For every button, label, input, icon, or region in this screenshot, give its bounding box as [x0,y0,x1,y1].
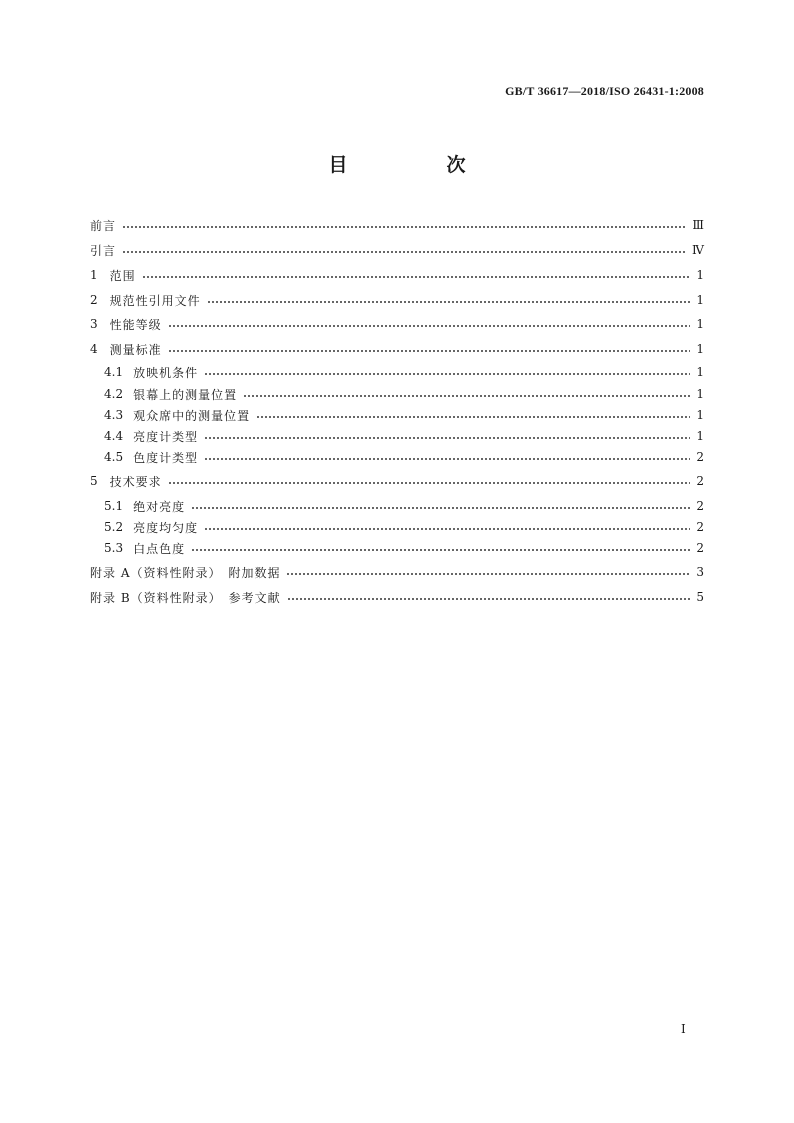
toc-entry-label: 亮度均匀度 [133,520,199,535]
toc-entry-number: 4.2 [104,387,124,401]
toc-entry-label: 性能等级 [109,317,162,332]
toc-entry-page: 2 [696,541,704,555]
toc-entry-label: 前言 [90,218,117,233]
toc-entry-label: 色度计类型 [133,450,199,465]
toc-entry-page: 2 [696,450,704,464]
toc-entry-1[interactable] [90,265,704,285]
toc-entry-page: 1 [696,408,704,422]
toc-entry-page: Ⅳ [692,243,704,257]
toc-entry-label: 测量标准 [109,342,162,357]
toc-entry-page: 1 [696,429,704,443]
dot-leader [122,226,686,228]
toc-entry-label: 放映机条件 [133,365,199,380]
toc-entry-5-3[interactable] [104,538,704,558]
toc-entry-label: 绝对亮度 [133,499,186,514]
toc-entry-label: 规范性引用文件 [109,293,201,308]
dot-leader [287,598,690,600]
dot-leader [191,549,690,551]
dot-leader [122,251,686,253]
toc-entry-label: 附录 B（资料性附录） 参考文献 [90,590,281,605]
toc-entry-number: 5 [90,474,98,488]
dot-leader [243,395,690,397]
toc-entry-label: 范围 [109,268,136,283]
toc-entry-number: 5.1 [104,499,124,513]
toc-entry-page: Ⅲ [692,218,704,232]
toc-entry-4-5[interactable] [104,447,704,467]
dot-leader [204,437,690,439]
toc-entry-number: 4.3 [104,408,124,422]
toc-entry-number: 1 [90,268,98,282]
toc-entry-foreword[interactable] [90,215,704,235]
toc-entry-5-2[interactable] [104,517,704,537]
toc-entry-number: 5.3 [104,541,124,555]
toc-entry-page: 1 [696,387,704,401]
dot-leader [142,276,690,278]
page-number: Ⅰ [681,1022,686,1036]
dot-leader [168,482,690,484]
toc-entry-5[interactable] [90,471,704,491]
toc-entry-page: 1 [696,342,704,356]
dot-leader [168,350,690,352]
toc-entry-page: 2 [696,474,704,488]
dot-leader [204,458,690,460]
toc-entry-page: 1 [696,268,704,282]
toc-entry-number: 4.1 [104,365,124,379]
dot-leader [256,416,690,418]
toc-entry-label: 白点色度 [133,541,186,556]
toc-entry-number: 4.5 [104,450,124,464]
toc-entry-introduction[interactable] [90,240,704,260]
toc-entry-4-3[interactable] [104,405,704,425]
toc-entry-label: 银幕上的测量位置 [133,387,238,402]
toc-entry-4-1[interactable] [104,362,704,382]
dot-leader [191,507,690,509]
toc-entry-2[interactable] [90,290,704,310]
toc-entry-4-4[interactable] [104,426,704,446]
document-number: GB/T 36617—2018/ISO 26431-1:2008 [505,84,704,98]
toc-entry-annex-a[interactable] [90,562,704,582]
toc-entry-3[interactable] [90,314,704,334]
page-title: 目 次 [328,154,506,176]
toc-entry-5-1[interactable] [104,496,704,516]
toc-entry-annex-b[interactable] [90,587,704,607]
dot-leader [168,325,690,327]
dot-leader [204,528,690,530]
toc-entry-label: 技术要求 [109,474,162,489]
toc-entry-number: 3 [90,317,98,331]
toc-entry-label: 观众席中的测量位置 [133,408,251,423]
toc-entry-page: 2 [696,499,704,513]
toc-entry-number: 5.2 [104,520,124,534]
toc-entry-label: 引言 [90,243,117,258]
toc-entry-page: 2 [696,520,704,534]
toc-entry-page: 1 [696,317,704,331]
dot-leader [286,573,690,575]
toc-entry-page: 3 [696,565,704,579]
toc-entry-number: 4 [90,342,98,356]
toc-entry-label: 附录 A（资料性附录） 附加数据 [90,565,281,580]
toc-entry-page: 1 [696,365,704,379]
toc-entry-4[interactable] [90,339,704,359]
toc-entry-4-2[interactable] [104,384,704,404]
dot-leader [204,373,690,375]
toc-entry-number: 4.4 [104,429,124,443]
toc-entry-page: 5 [696,590,704,604]
dot-leader [207,301,690,303]
toc-entry-page: 1 [696,293,704,307]
toc-entry-label: 亮度计类型 [133,429,199,444]
toc-entry-number: 2 [90,293,98,307]
